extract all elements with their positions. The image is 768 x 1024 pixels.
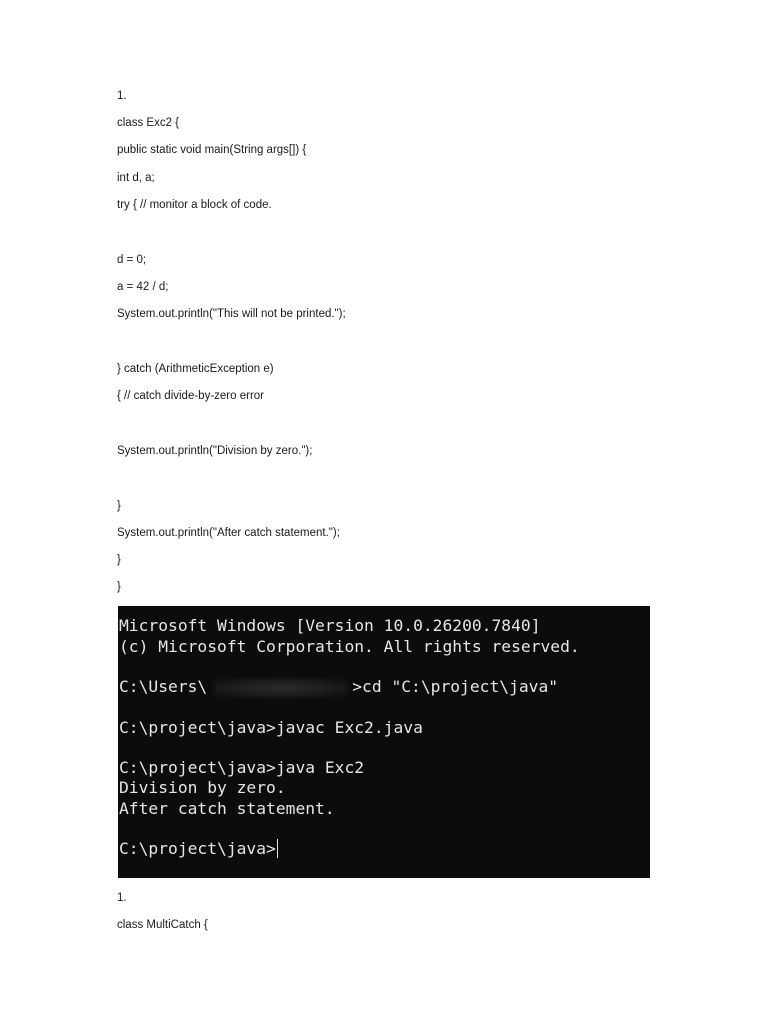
code-line-close-3: }	[117, 581, 121, 593]
console-cd-suffix: >cd "C:\project\java"	[352, 677, 559, 696]
console-java-command: C:\project\java>java Exc2	[119, 758, 365, 777]
code-line-catch: } catch (ArithmeticException e)	[117, 363, 274, 375]
console-output-division: Division by zero.	[119, 778, 286, 797]
redacted-username	[207, 677, 352, 697]
code-line-multicatch: class MultiCatch {	[117, 919, 208, 931]
list-number: 1.	[117, 90, 127, 102]
code-line-main: public static void main(String args[]) {	[117, 144, 307, 156]
console-output-after: After catch statement.	[119, 799, 335, 818]
code-line-try: try { // monitor a block of code.	[117, 199, 272, 211]
code-line-print-2: System.out.println("Division by zero.");	[117, 445, 313, 457]
text-cursor	[277, 839, 279, 858]
code-line-assign-d: d = 0;	[117, 254, 147, 266]
code-line-print-3: System.out.println("After catch statement.");	[117, 527, 340, 539]
code-line-print-1: System.out.println("This will not be printed.");	[117, 308, 346, 320]
console-header-version: Microsoft Windows [Version 10.0.26200.7840]	[119, 616, 541, 635]
code-line-comment: { // catch divide-by-zero error	[117, 390, 265, 402]
console-javac-command: C:\project\java>javac Exc2.java	[119, 718, 423, 737]
code-line-divide: a = 42 / d;	[117, 281, 169, 293]
code-line-close-1: }	[117, 500, 121, 512]
console-prompt-text: C:\project\java>	[119, 839, 276, 858]
console-header-copyright: (c) Microsoft Corporation. All rights reserved.	[119, 637, 580, 656]
code-line-class: class Exc2 {	[117, 117, 179, 129]
console-prompt	[119, 839, 278, 859]
list-number-2: 1.	[117, 892, 127, 904]
console-screenshot	[118, 606, 650, 878]
console-cd-prefix: C:\Users\	[119, 677, 208, 696]
code-line-close-2: }	[117, 554, 121, 566]
console-cd-command	[119, 677, 558, 697]
code-line-decl: int d, a;	[117, 172, 155, 184]
